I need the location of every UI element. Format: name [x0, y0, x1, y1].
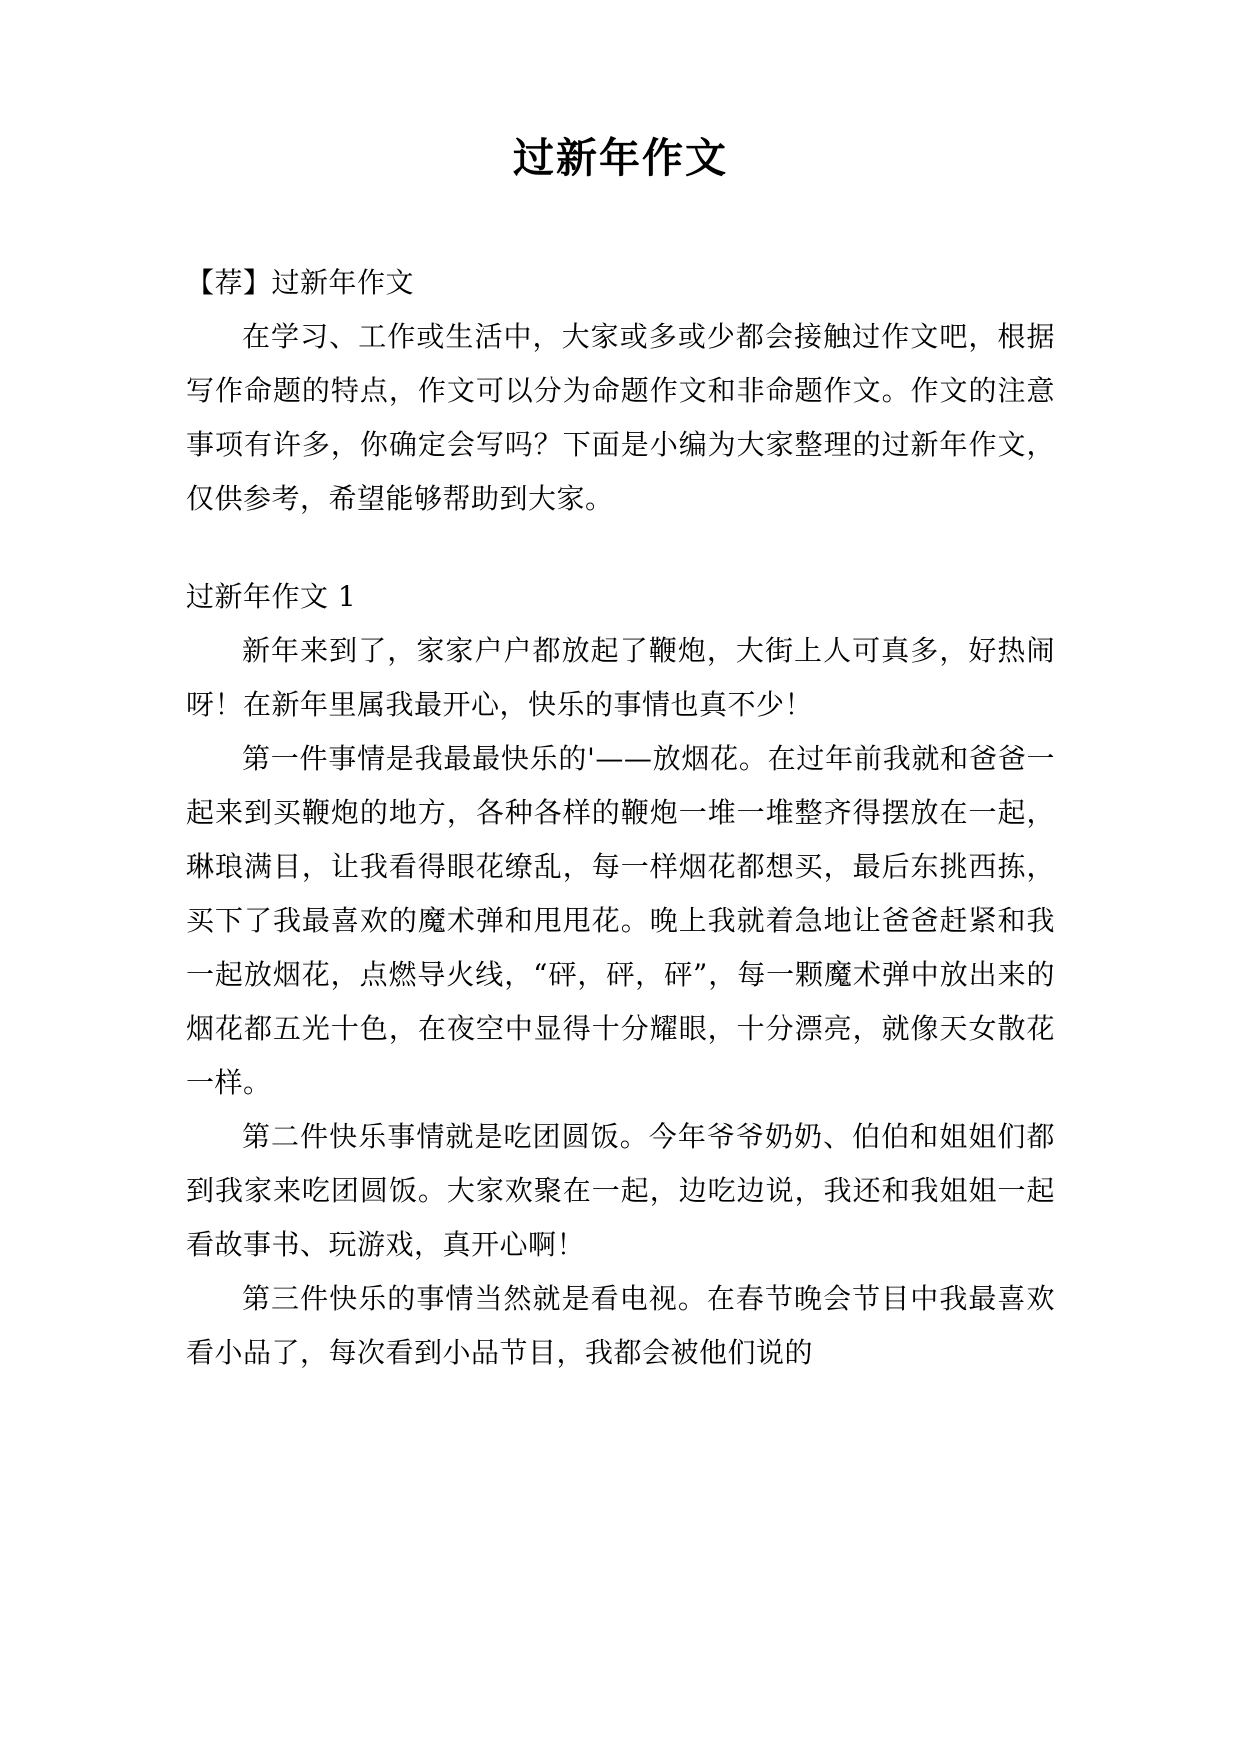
section-heading: 过新年作文 1	[186, 580, 357, 613]
body-paragraph-1: 新年来到了，家家户户都放起了鞭炮，大街上人可真多，好热闹呀！在新年里属我最开心，快乐的事情也真不少！	[186, 634, 1055, 721]
intro-paragraph: 在学习、工作或生活中，大家或多或少都会接触过作文吧，根据写作命题的特点，作文可以分为命题作文和非命题作文。作文的注意事项有许多，你确定会写吗？下面是小编为大家整理的过新年作文，仅供参考，希望能够帮助到大家。	[186, 320, 1055, 515]
body-paragraph-2: 第一件事情是我最最快乐的'——放烟花。在过年前我就和爸爸一起来到买鞭炮的地方，各种各样的鞭炮一堆一堆整齐得摆放在一起，琳琅满目，让我看得眼花缭乱，每一样烟花都想买，最后东挑西拣，买下了我最喜欢的魔术弹和甩甩花。晚上我就着急地让爸爸赶紧和我一起放烟花，点燃导火线，“砰，砰，砰”，每一颗魔术弹中放出来的烟花都五光十色，在夜空中显得十分耀眼，十分漂亮，就像天女散花一样。	[186, 742, 1055, 1099]
document-body	[186, 256, 1055, 1380]
document-subtitle: 【荐】过新年作文	[186, 266, 415, 299]
page-title: 过新年作文	[513, 134, 728, 182]
body-paragraph-3: 第二件快乐事情就是吃团圆饭。今年爷爷奶奶、伯伯和姐姐们都到我家来吃团圆饭。大家欢聚在一起，边吃边说，我还和我姐姐一起看故事书、玩游戏，真开心啊！	[186, 1120, 1055, 1261]
section-spacer	[186, 526, 1055, 570]
body-paragraph-4: 第三件快乐的事情当然就是看电视。在春节晚会节目中我最喜欢看小品了，每次看到小品节目，我都会被他们说的	[186, 1282, 1055, 1369]
